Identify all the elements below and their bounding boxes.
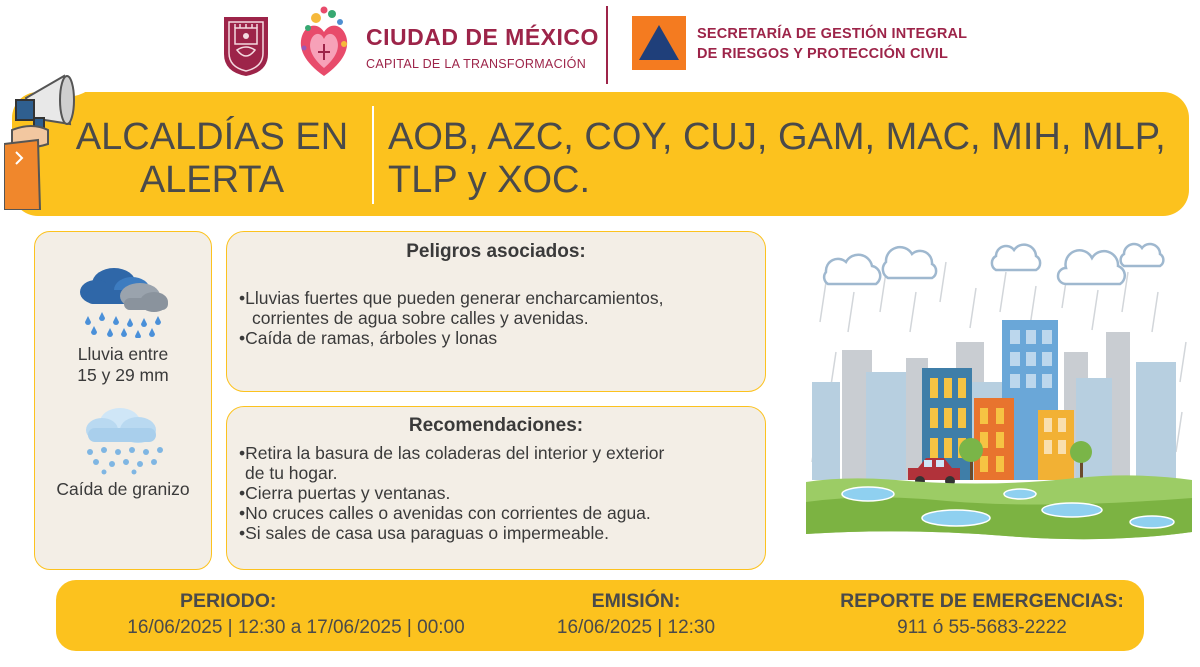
emission-block (536, 589, 736, 641)
period-block (86, 589, 506, 641)
period-label: PERIODO: (180, 590, 277, 612)
rain-label-line-2: 15 y 29 mm (77, 365, 169, 385)
proteccion-civil-icon (632, 16, 686, 70)
header-divider (606, 6, 608, 84)
recommendations-list (239, 443, 759, 543)
recommendation-item: •Si sales de casa usa paraguas o impermeable. (239, 523, 609, 543)
emergency-report-label: REPORTE DE EMERGENCIAS: (840, 590, 1124, 612)
banner-divider (372, 106, 374, 204)
alert-label (72, 116, 352, 202)
hazards-panel (226, 231, 766, 392)
hail-label: Caída de granizo (56, 479, 190, 499)
rain-cloud-icon (74, 262, 170, 338)
hazard-item: •Caída de ramas, árboles y lonas (239, 328, 498, 348)
hazards-title: Peligros asociados: (406, 241, 586, 262)
alert-districts-line-1: AOB, AZC, COY, CUJ, GAM, MAC, MIH, MLP, (388, 116, 1166, 158)
recommendation-item: •No cruces calles o avenidas con corrientes de agua. (239, 503, 651, 523)
recommendation-item: de tu hogar. (245, 463, 338, 483)
alert-label-line-1: ALCALDÍAS EN (75, 116, 349, 158)
recommendations-title: Recomendaciones: (408, 415, 584, 436)
city-title: CIUDAD DE MÉXICO (366, 24, 599, 50)
recommendation-item: •Cierra puertas y ventanas. (239, 483, 451, 503)
emergency-report-block (826, 589, 1138, 641)
hazard-item: corrientes de agua sobre calles y avenidas. (252, 308, 589, 328)
emergency-phone-number: 911 ó 55-5683-2222 (897, 617, 1067, 638)
hail-cloud-icon (74, 404, 170, 476)
hazard-item: •Lluvias fuertes que pueden generar encharcamientos, (239, 288, 664, 308)
period-value: 16/06/2025 | 12:30 a 17/06/2025 | 00:00 (127, 617, 465, 638)
alert-districts (388, 116, 1188, 202)
emission-label: EMISIÓN: (591, 590, 681, 612)
emission-value: 16/06/2025 | 12:30 (556, 617, 716, 638)
rain-label (34, 344, 212, 386)
secretariat-line-2: DE RIESGOS Y PROTECCIÓN CIVIL (697, 46, 949, 62)
rain-label-line-1: Lluvia entre (77, 344, 169, 364)
heart-emblem-icon (294, 4, 354, 84)
header (0, 0, 1200, 92)
city-subtitle: CAPITAL DE LA TRANSFORMACIÓN (366, 57, 587, 71)
recommendation-item: •Retira la basura de las coladeras del interior y exterior (239, 443, 665, 463)
rainy-city-illustration (806, 232, 1192, 562)
cdmx-shield-icon (221, 14, 271, 78)
alert-label-line-2: ALERTA (139, 159, 285, 201)
alert-districts-line-2: TLP y XOC. (388, 159, 591, 201)
secretariat-line-1: SECRETARÍA DE GESTIÓN INTEGRAL (697, 26, 968, 42)
recommendations-panel (226, 406, 766, 570)
hazards-list (239, 288, 759, 348)
